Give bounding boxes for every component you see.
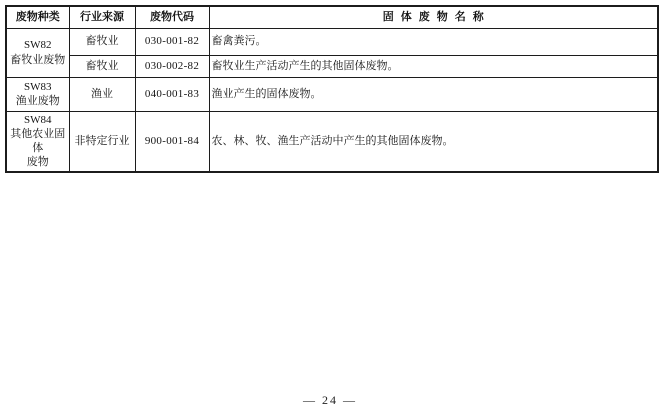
code-cell: 040-001-83 [135,77,209,111]
waste-classification-table [5,5,659,173]
industry-cell: 畜牧业 [69,55,135,77]
header-solid-waste-name: 固体废物名称 [209,6,658,28]
table-header-row [6,6,658,28]
waste-name-cell: 畜禽粪污。 [209,28,658,55]
category-label: 渔业废物 [15,95,60,107]
category-label: 畜牧业废物 [10,53,66,66]
table-row [6,28,658,55]
category-label: 其他农业固体 [10,127,66,155]
category-cell-sw82 [6,28,69,77]
header-waste-category: 废物种类 [6,6,69,28]
table-row [6,55,658,77]
code-cell: 030-001-82 [135,28,209,55]
industry-cell: 渔业 [69,77,135,111]
waste-name-cell: 农、林、牧、渔生产活动中产生的其他固体废物。 [209,111,658,172]
header-industry-source: 行业来源 [69,6,135,28]
category-label: 废物 [26,156,49,169]
category-code: SW84 [24,113,52,126]
category-code: SW82 [24,39,52,52]
table-row [6,77,658,111]
industry-cell: 非特定行业 [69,111,135,172]
industry-cell: 畜牧业 [69,28,135,55]
category-cell-sw84 [6,111,69,172]
header-waste-code: 废物代码 [135,6,209,28]
code-cell: 030-002-82 [135,55,209,77]
category-code: SW83 [24,80,52,93]
code-cell: 900-001-84 [135,111,209,172]
table-row [6,111,658,172]
waste-name-cell: 渔业产生的固体废物。 [209,77,658,111]
page-number: — 24 — [303,393,357,407]
category-cell-sw83 [6,77,69,111]
waste-name-cell: 畜牧业生产活动产生的其他固体废物。 [209,55,658,77]
